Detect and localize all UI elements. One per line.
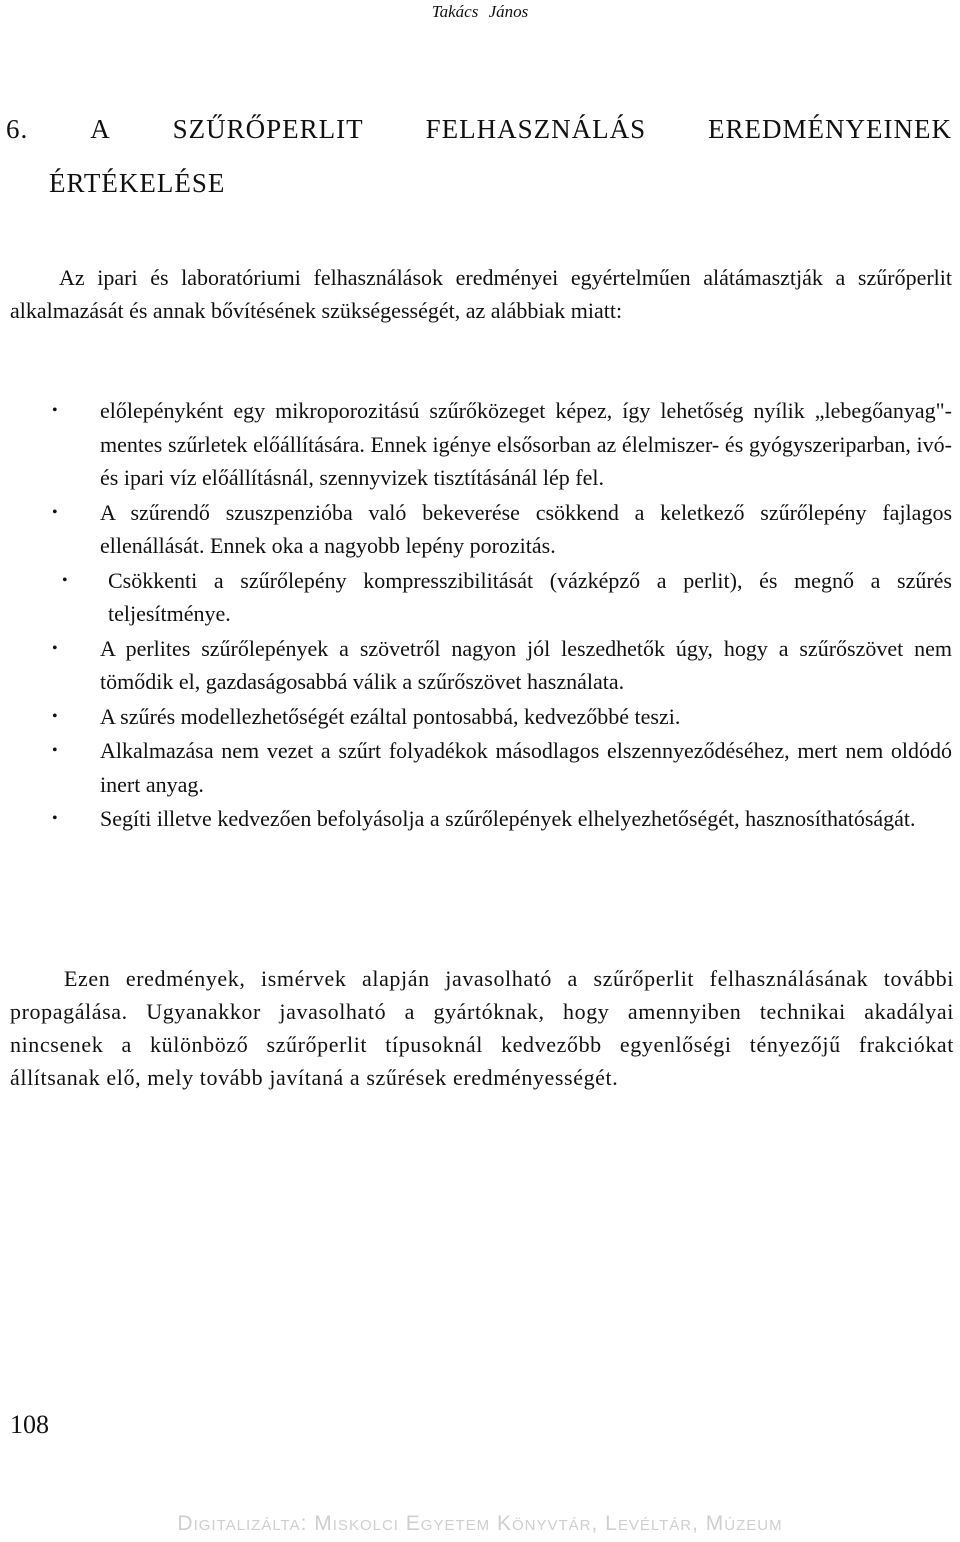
list-item [0, 700, 960, 734]
conclusion-paragraph: Ezen eredmények, ismérvek alapján javasolható a szűrőperlit felhasználásának további propagálása. Ugyanakkor javasolható a gyártóknak, hogy amennyiben technikai akadályai nincsenek a különböző szűrőperlit típusoknál kedvezőbb egyenlőségi tényezőjű frakciókat állítsanak elő, mely tovább javítaná a szűrések eredményességét. [10, 966, 954, 1090]
bullet-icon: • [52, 503, 58, 521]
bullet-icon: • [52, 810, 58, 827]
intro-paragraph: Az ipari és laboratóriumi felhasználások eredményei egyértelműen alátámasztják a szűrőperlit alkalmazását és annak bővítésének szükségességét, az alábbiak miatt: [10, 265, 952, 323]
bullet-icon: • [62, 571, 68, 589]
bullet-icon: • [52, 639, 58, 657]
chapter-title-line-1 [0, 102, 960, 156]
list-item [0, 496, 960, 563]
list-item-text: Segíti illetve kedvezően befolyásolja a szűrőlepények elhelyezhetőségét, hasznosíthatóságát. [100, 806, 916, 831]
benefit-list [0, 394, 960, 837]
digitization-watermark: Digitalizálta: Miskolci Egyetem Könyvtár, Levéltár, Múzeum [177, 1512, 783, 1535]
chapter-number: 6. [6, 114, 29, 144]
list-item [0, 632, 960, 699]
list-item-text: A szűrendő szuszpenzióba való bekeverése csökkend a keletkező szűrőlepény fajlagos ellenállását. Ennek oka a nagyobb lepény porozitás. [100, 499, 952, 558]
page-number: 108 [10, 1410, 49, 1439]
chapter-title-word: SZŰRŐPERLIT [172, 114, 364, 144]
list-item-text: Csökkenti a szűrőlepény kompresszibilitását (vázképző a perlit), és megnő a szűrés teljesítménye. [108, 567, 952, 626]
bullet-icon: • [52, 707, 58, 725]
chapter-title-word: FELHASZNÁLÁS [425, 114, 647, 144]
chapter-title [0, 102, 960, 210]
list-item-text: előlepényként egy mikroporozitású szűrőközeget képez, így lehetőség nyílik „lebegőanyag"-mentes szűrletek előállítására. Ennek igénye elsősorban az élelmiszer- és gyógyszeriparban, ivó- és ipari víz előállításnál, szennyvizek tisztításánál lép fel. [100, 398, 952, 490]
list-item-text: A szűrés modellezhetőségét ezáltal pontosabbá, kedvezőbbé teszi. [100, 703, 681, 729]
chapter-title-line-2: ÉRTÉKELÉSE [49, 168, 226, 198]
list-item [0, 802, 960, 836]
list-item-text: A perlites szűrőlepények a szövetről nagyon jól leszedhetők úgy, hogy a szűrőszövet nem tömődik el, gazdaságosabbá válik a szűrőszövet használata. [100, 635, 952, 694]
list-item [0, 564, 960, 631]
list-item [0, 394, 960, 495]
list-item-text: Alkalmazása nem vezet a szűrt folyadékok másodlagos elszennyeződéséhez, mert nem oldódó inert anyag. [100, 738, 952, 797]
chapter-title-word: A [90, 114, 111, 144]
chapter-title-word: EREDMÉNYEINEK [708, 114, 952, 144]
list-item [0, 734, 960, 801]
running-head: Takács János [431, 2, 529, 21]
bullet-icon: • [52, 402, 58, 419]
bullet-icon: • [52, 742, 58, 759]
